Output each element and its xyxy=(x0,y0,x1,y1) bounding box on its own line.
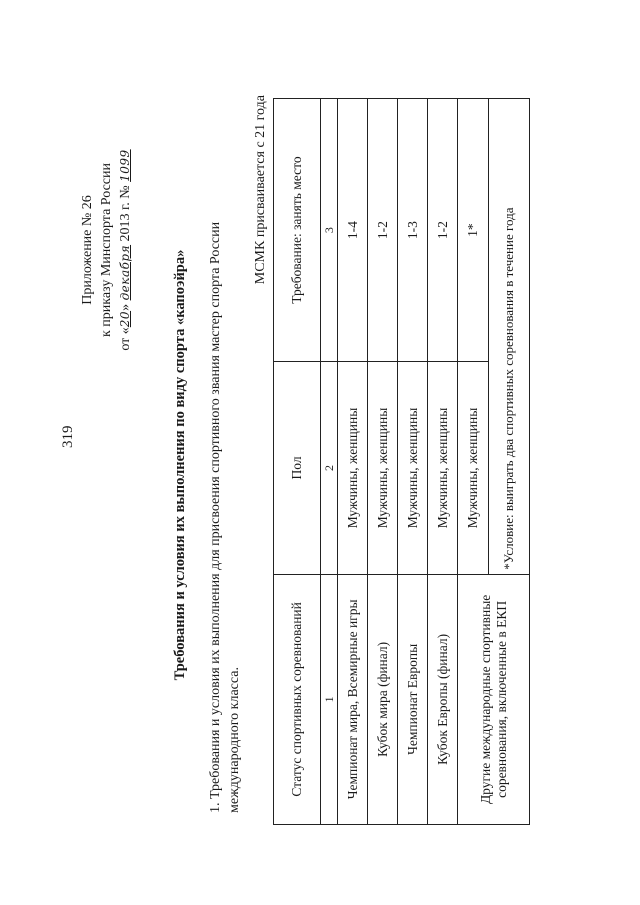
appendix-header xyxy=(78,85,135,415)
header-cell-gender: Пол xyxy=(274,362,321,575)
table-row xyxy=(398,99,428,825)
table-caption: МСМК присваивается с 21 года xyxy=(253,95,268,285)
competition-status: Кубок Европы (финал) xyxy=(428,574,458,824)
table-row xyxy=(428,99,458,825)
table-row-other xyxy=(458,99,489,825)
intro-paragraph: 1. Требования и условия их выполнения для присвоения спортивного звания мастер спорта России международного класса. xyxy=(208,221,242,813)
footnote-condition: *Условие: выиграть два спортивных соревнования в течение года xyxy=(489,99,530,575)
competition-status: Чемпионат Европы xyxy=(398,574,428,824)
handwritten-number: 1099 xyxy=(118,149,132,182)
place-requirement: 1-4 xyxy=(338,99,368,362)
place-requirement: 1-3 xyxy=(398,99,428,362)
table-row xyxy=(338,99,368,825)
gender: Мужчины, женщины xyxy=(338,362,368,575)
handwritten-day: 20 xyxy=(118,310,132,328)
place-requirement: 1* xyxy=(458,99,489,362)
column-number: 2 xyxy=(321,362,338,575)
handwritten-month: декабря xyxy=(118,244,132,301)
gender: Мужчины, женщины xyxy=(368,362,398,575)
appendix-number: Приложение № 26 xyxy=(80,195,95,305)
requirements-table xyxy=(273,98,530,825)
column-number-row xyxy=(321,99,338,825)
document-title: Требования и условия их выполнения по виду спорта «капоэйра» xyxy=(172,249,188,681)
table-header-row xyxy=(274,99,321,825)
header-cell-status: Статус спортивных соревнований xyxy=(274,574,321,824)
competition-status: Чемпионат мира, Всемирные игры xyxy=(338,574,368,824)
appendix-date-line: от «20» декабря 2013 г. № 1099 xyxy=(118,149,133,351)
gender: Мужчины, женщины xyxy=(458,362,489,575)
competition-status: Кубок мира (финал) xyxy=(368,574,398,824)
column-number: 3 xyxy=(321,99,338,362)
gender: Мужчины, женщины xyxy=(398,362,428,575)
competition-status: Другие международные спортивные соревнования, включенные в ЕКП xyxy=(458,574,530,824)
place-requirement: 1-2 xyxy=(428,99,458,362)
appendix-order: к приказу Минспорта России xyxy=(99,163,114,337)
place-requirement: 1-2 xyxy=(368,99,398,362)
table-row xyxy=(368,99,398,825)
header-cell-requirement: Требование: занять место xyxy=(274,99,321,362)
column-number: 1 xyxy=(321,574,338,824)
page-number: 319 xyxy=(60,425,76,448)
gender: Мужчины, женщины xyxy=(428,362,458,575)
